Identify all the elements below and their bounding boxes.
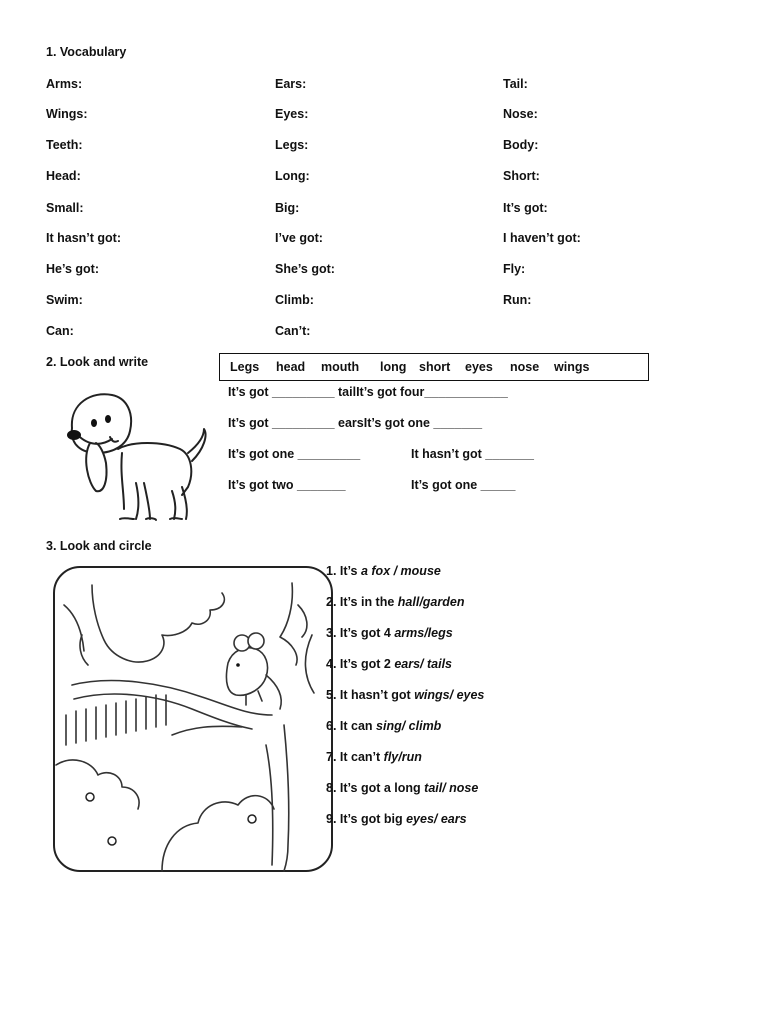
sentence: It’s got two _______	[228, 478, 346, 492]
question-prefix: 5. It hasn’t got	[326, 688, 415, 702]
vocab-item: Tail:	[503, 77, 528, 91]
word-bank-item: eyes	[465, 360, 493, 374]
question	[326, 719, 441, 733]
question-prefix: 4. It’s got 2	[326, 657, 395, 671]
vocab-item: Wings:	[46, 107, 88, 121]
word-bank-item: nose	[510, 360, 540, 374]
vocab-item: Big:	[275, 201, 300, 215]
vocab-item: Climb:	[275, 293, 314, 307]
vocab-item: Can’t:	[275, 324, 311, 338]
question-options[interactable]: sing/ climb	[376, 719, 442, 733]
question	[326, 595, 464, 609]
vocab-item: Fly:	[503, 262, 526, 276]
question-prefix: 1. It’s	[326, 564, 361, 578]
question-options[interactable]: hall/garden	[397, 595, 465, 609]
vocab-item: Nose:	[503, 107, 538, 121]
vocab-item: I’ve got:	[275, 231, 323, 245]
mouse-garden-illustration	[52, 565, 336, 875]
vocab-item: It hasn’t got:	[46, 231, 121, 245]
question-options[interactable]: wings/ eyes	[414, 688, 485, 702]
section-2-title: 2. Look and write	[46, 355, 149, 369]
question-prefix: 6. It can	[326, 719, 377, 733]
section-3-title: 3. Look and circle	[46, 539, 152, 553]
vocab-item: Eyes:	[275, 107, 309, 121]
vocab-item: Ears:	[275, 77, 307, 91]
word-bank-item: Legs	[230, 360, 260, 374]
vocab-item: Run:	[503, 293, 532, 307]
question-prefix: 8. It’s got a long	[326, 781, 425, 795]
vocab-item: She’s got:	[275, 262, 335, 276]
vocab-item: Long:	[275, 169, 310, 183]
word-bank-item: head	[276, 360, 306, 374]
word-bank	[219, 353, 649, 381]
question	[326, 812, 467, 826]
section-1-title: 1. Vocabulary	[46, 45, 127, 59]
dog-illustration	[52, 383, 212, 528]
vocab-item: Legs:	[275, 138, 309, 152]
question-prefix: 2. It’s in the	[326, 595, 398, 609]
question	[326, 657, 452, 671]
vocab-item: Swim:	[46, 293, 83, 307]
question-prefix: 3. It’s got 4	[326, 626, 395, 640]
question-prefix: 7. It can’t	[326, 750, 384, 764]
word-bank-item: long	[380, 360, 407, 374]
question-options[interactable]: eyes/ ears	[406, 812, 467, 826]
vocab-item: He’s got:	[46, 262, 100, 276]
word-bank-item: wings	[554, 360, 590, 374]
question-options[interactable]: fly/run	[383, 750, 422, 764]
question-options[interactable]: ears/ tails	[394, 657, 452, 671]
sentence: It’s got _________ tailIt’s got four____________	[228, 385, 508, 399]
vocab-item: Small:	[46, 201, 84, 215]
word-bank-item: short	[419, 360, 451, 374]
sentence: It’s got one _____	[411, 478, 516, 492]
question-options[interactable]: a fox / mouse	[360, 564, 441, 578]
question-prefix: 9. It’s got big	[326, 812, 407, 826]
vocab-item: Teeth:	[46, 138, 83, 152]
vocab-item: Head:	[46, 169, 81, 183]
vocab-item: Can:	[46, 324, 74, 338]
question	[326, 626, 453, 640]
vocab-item: Arms:	[46, 77, 83, 91]
question	[326, 688, 484, 702]
sentence: It’s got _________ earsIt’s got one _______	[228, 416, 483, 430]
word-bank-item: mouth	[321, 360, 360, 374]
sentence: It hasn’t got _______	[411, 447, 534, 461]
vocab-item: Body:	[503, 138, 539, 152]
question	[326, 781, 478, 795]
question-options[interactable]: tail/ nose	[424, 781, 479, 795]
question	[326, 750, 422, 764]
vocab-item: I haven’t got:	[503, 231, 581, 245]
question-options[interactable]: arms/legs	[394, 626, 453, 640]
question	[326, 564, 441, 578]
vocab-item: It’s got:	[503, 201, 548, 215]
vocab-item: Short:	[503, 169, 540, 183]
sentence: It’s got one _________	[228, 447, 361, 461]
